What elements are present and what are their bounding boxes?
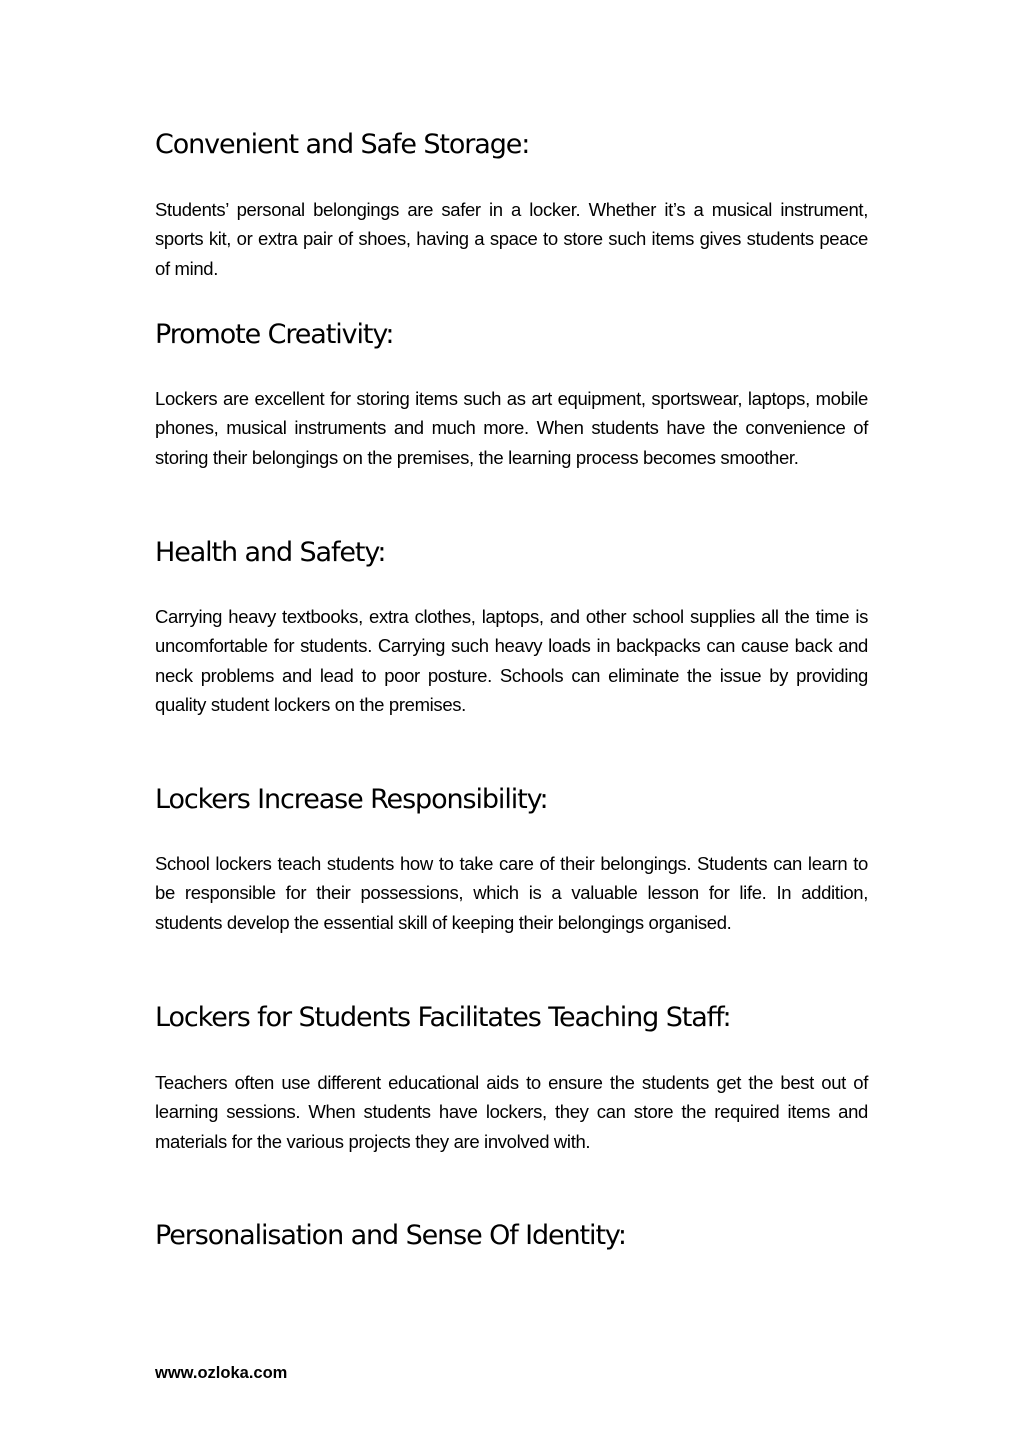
section-body-teaching-staff: Teachers often use different educational aids to ensure the students get the best out of learning sessions. When students have lockers, they can store the required items and materials for the various projects they are involved with. [155,1072,868,1152]
footer-website-url: www.ozloka.com [155,1364,288,1382]
section-heading-personalisation-identity: Personalisation and Sense Of Identity: [155,1220,626,1251]
section-heading-promote-creativity: Promote Creativity: [155,319,394,350]
section-heading-teaching-staff: Lockers for Students Facilitates Teaching Staff: [155,1002,731,1033]
section-body-promote-creativity: Lockers are excellent for storing items such as art equipment, sportswear, laptops, mobile phones, musical instruments and much more. When students have the convenience of storing their belongings on the premises, the learning process becomes smoother. [155,388,868,468]
section-body-increase-responsibility: School lockers teach students how to take care of their belongings. Students can learn to be responsible for their possessions, which is a valuable lesson for life. In addition, students develop the essential skill of keeping their belongings organised. [155,853,868,933]
section-heading-convenient-storage: Convenient and Safe Storage: [155,129,530,160]
section-heading-increase-responsibility: Lockers Increase Responsibility: [155,784,548,815]
section-heading-health-safety: Health and Safety: [155,537,386,568]
section-body-convenient-storage: Students’ personal belongings are safer in a locker. Whether it’s a musical instrument, sports kit, or extra pair of shoes, having a space to store such items gives students peace of mind. [155,199,868,279]
section-body-health-safety: Carrying heavy textbooks, extra clothes, laptops, and other school supplies all the time is uncomfortable for students. Carrying such heavy loads in backpacks can cause back and neck problems and lead to poor posture. Schools can eliminate the issue by providing quality student lockers on the premises. [155,606,868,716]
